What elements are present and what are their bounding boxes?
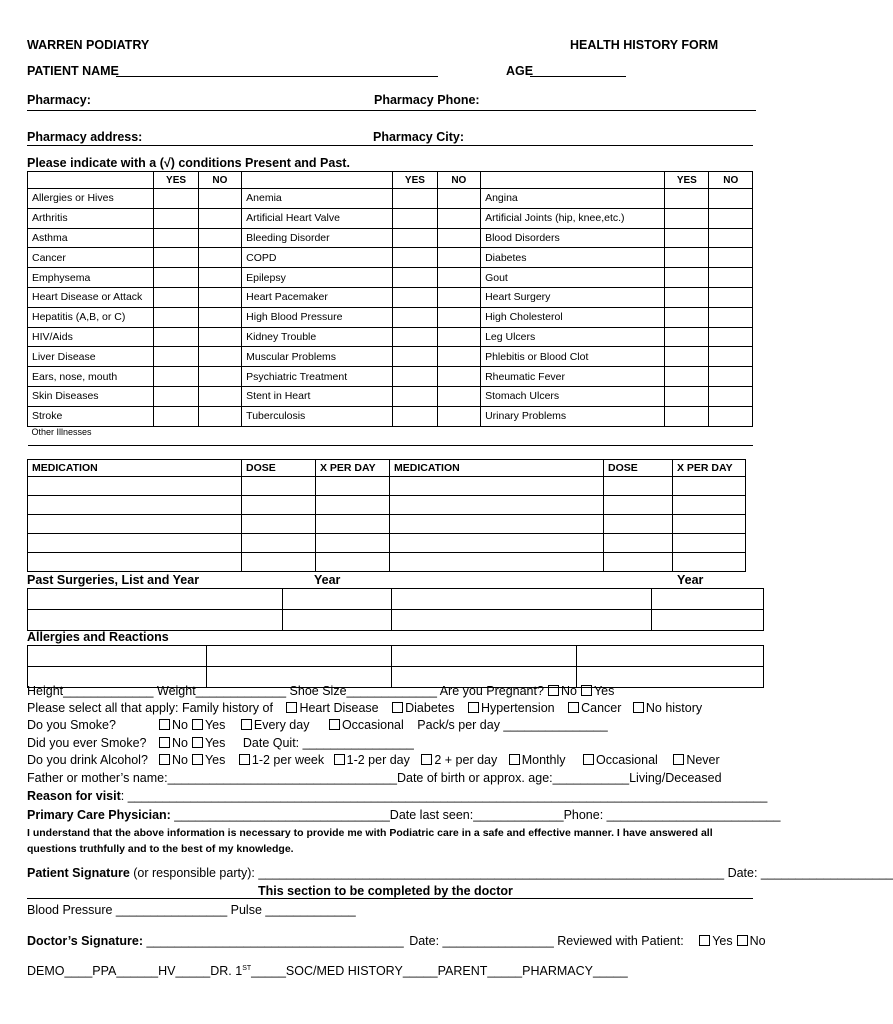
patient-name-label: PATIENT NAME	[27, 64, 119, 78]
condition-label: Bleeding Disorder	[242, 228, 393, 248]
pregnant-no-checkbox[interactable]	[548, 685, 559, 696]
yes-label: Yes	[593, 684, 615, 698]
surgeries-label: Past Surgeries, List and Year	[27, 573, 200, 587]
other-illnesses[interactable]: Other Illnesses	[28, 426, 753, 445]
no-header: NO	[437, 172, 481, 189]
alcohol-yes-checkbox[interactable]	[192, 754, 203, 765]
heart-disease-checkbox[interactable]	[286, 702, 297, 713]
medication-header: MEDICATION	[28, 460, 242, 477]
footer-text: DEMO____PPA______HV_____DR. 1	[27, 964, 243, 978]
pharmacy-label: Pharmacy:	[27, 93, 91, 107]
condition-label: Arthritis	[28, 208, 154, 228]
condition-yes-cell[interactable]	[154, 347, 198, 367]
patient-name-field[interactable]	[116, 76, 438, 77]
condition-yes-cell[interactable]	[393, 208, 437, 228]
medication-cell[interactable]	[28, 553, 242, 572]
surgery-cell[interactable]	[28, 610, 283, 631]
ever-smoke-yes-checkbox[interactable]	[192, 737, 203, 748]
pregnant-yes-checkbox[interactable]	[581, 685, 592, 696]
surgery-year-label: Year	[314, 573, 341, 587]
condition-no-cell[interactable]	[198, 367, 242, 387]
dose-cell[interactable]	[242, 534, 316, 553]
medication-row	[28, 553, 746, 572]
condition-no-cell[interactable]	[437, 367, 481, 387]
condition-label: Heart Surgery	[481, 287, 665, 307]
condition-label: Epilepsy	[242, 268, 393, 288]
yes-label: Yes	[204, 736, 226, 750]
surgery-year-cell[interactable]	[652, 610, 764, 631]
alcohol-line	[27, 753, 720, 767]
medication-cell[interactable]	[390, 477, 604, 496]
condition-label: Asthma	[28, 228, 154, 248]
condition-label: Tuberculosis	[242, 406, 393, 426]
doctor-section-heading: This section to be completed by the doctor	[258, 884, 513, 898]
condition-label: Hepatitis (A,B, or C)	[28, 307, 154, 327]
yes-header: YES	[393, 172, 437, 189]
condition-yes-cell[interactable]	[665, 307, 709, 327]
condition-no-cell[interactable]	[709, 386, 753, 406]
date-quit-field[interactable]: Date Quit: ________________	[242, 736, 414, 750]
condition-label: Gout	[481, 268, 665, 288]
allergy-cell[interactable]	[577, 646, 764, 667]
office-use-footer	[27, 964, 628, 978]
medication-table	[27, 459, 746, 572]
medication-cell[interactable]	[28, 534, 242, 553]
height-field[interactable]: Height_____________	[27, 684, 154, 698]
pcp-line	[27, 808, 780, 822]
condition-label: Diabetes	[481, 248, 665, 268]
per-day-cell[interactable]	[673, 477, 746, 496]
no-label: No	[560, 684, 577, 698]
condition-row	[28, 367, 753, 387]
condition-yes-cell[interactable]	[393, 327, 437, 347]
condition-yes-cell[interactable]	[665, 287, 709, 307]
condition-row	[28, 268, 753, 288]
condition-no-cell[interactable]	[437, 307, 481, 327]
condition-no-cell[interactable]	[198, 208, 242, 228]
per-day-header: X PER DAY	[673, 460, 746, 477]
surgery-year-label: Year	[677, 573, 704, 587]
condition-yes-cell[interactable]	[393, 386, 437, 406]
dose-cell[interactable]	[604, 515, 673, 534]
condition-label: High Blood Pressure	[242, 307, 393, 327]
family-history-label: Please select all that apply: Family history of	[27, 701, 273, 715]
condition-label: Psychiatric Treatment	[242, 367, 393, 387]
surgeries-table	[27, 588, 764, 631]
medication-cell[interactable]	[28, 515, 242, 534]
every-day-label: Every day	[253, 718, 310, 732]
condition-yes-cell[interactable]	[154, 287, 198, 307]
pharmacy-phone-label: Pharmacy Phone:	[374, 93, 480, 107]
condition-yes-cell[interactable]	[393, 189, 437, 209]
two-plus-day-checkbox[interactable]	[421, 754, 432, 765]
divider	[27, 898, 753, 899]
measurements-line	[27, 684, 614, 698]
condition-yes-cell[interactable]	[154, 189, 198, 209]
condition-no-cell[interactable]	[709, 208, 753, 228]
allergies-label: Allergies and Reactions	[27, 630, 169, 644]
no-label: No	[749, 934, 766, 948]
per-day-cell[interactable]	[673, 515, 746, 534]
condition-no-cell[interactable]	[198, 307, 242, 327]
condition-label: Stroke	[28, 406, 154, 426]
no-header: NO	[198, 172, 242, 189]
condition-no-cell[interactable]	[437, 347, 481, 367]
condition-label: Phlebitis or Blood Clot	[481, 347, 665, 367]
no-header: NO	[709, 172, 753, 189]
never-checkbox[interactable]	[673, 754, 684, 765]
condition-no-cell[interactable]	[709, 327, 753, 347]
weight-field[interactable]: Weight_____________	[157, 684, 287, 698]
form-title: HEALTH HISTORY FORM	[570, 38, 719, 52]
reason-field[interactable]: : ____________________________________________________________________________________________	[120, 789, 768, 803]
doctor-date-field[interactable]: Date: ________________ Reviewed with Patient:	[409, 934, 684, 948]
diabetes-label: Diabetes	[405, 701, 455, 715]
medication-cell[interactable]	[28, 477, 242, 496]
condition-label: Skin Diseases	[28, 386, 154, 406]
doctor-signature-field[interactable]: _____________________________________	[143, 934, 404, 948]
condition-label: Heart Disease or Attack	[28, 287, 154, 307]
medication-cell[interactable]	[390, 553, 604, 572]
condition-no-cell[interactable]	[198, 406, 242, 426]
medication-row	[28, 496, 746, 515]
dose-cell[interactable]	[242, 515, 316, 534]
doctor-signature-label: Doctor’s Signature:	[27, 934, 143, 948]
per-day-cell[interactable]	[673, 553, 746, 572]
condition-yes-cell[interactable]	[393, 347, 437, 367]
condition-yes-cell[interactable]	[665, 327, 709, 347]
surgery-cell[interactable]	[392, 589, 652, 610]
dose-header: DOSE	[242, 460, 316, 477]
condition-yes-cell[interactable]	[665, 208, 709, 228]
no-label: No	[172, 753, 188, 767]
dose-header: DOSE	[604, 460, 673, 477]
reason-line[interactable]	[27, 789, 767, 803]
condition-label: Leg Ulcers	[481, 327, 665, 347]
allergies-table	[27, 645, 764, 688]
condition-no-cell[interactable]	[709, 406, 753, 426]
condition-label: Stent in Heart	[242, 386, 393, 406]
pregnant-label: Are you Pregnant?	[439, 684, 544, 698]
condition-label: Anemia	[242, 189, 393, 209]
occasional-label: Occasional	[341, 718, 404, 732]
condition-yes-cell[interactable]	[154, 248, 198, 268]
smoke-line	[27, 718, 608, 732]
parent-name-field[interactable]: Father or mother’s name:_________________________________Date of birth or approx. age:___________Living/Deceased	[27, 771, 722, 785]
one-two-day-label: 1-2 per day	[346, 753, 410, 767]
one-two-day-checkbox[interactable]	[334, 754, 345, 765]
condition-no-cell[interactable]	[437, 248, 481, 268]
pharmacy-address-label: Pharmacy address:	[27, 130, 143, 144]
surgery-year-cell[interactable]	[283, 589, 392, 610]
occasional-checkbox[interactable]	[329, 719, 340, 730]
reviewed-no-checkbox[interactable]	[737, 935, 748, 946]
condition-no-cell[interactable]	[437, 327, 481, 347]
condition-no-cell[interactable]	[198, 287, 242, 307]
condition-yes-cell[interactable]	[154, 327, 198, 347]
occasional-label: Occasional	[595, 753, 658, 767]
condition-yes-cell[interactable]	[393, 228, 437, 248]
condition-no-cell[interactable]	[437, 228, 481, 248]
ever-smoke-line	[27, 736, 414, 750]
medication-row	[28, 534, 746, 553]
no-history-checkbox[interactable]	[633, 702, 644, 713]
condition-row	[28, 327, 753, 347]
reviewed-yes-checkbox[interactable]	[699, 935, 710, 946]
allergy-cell[interactable]	[392, 646, 577, 667]
yes-label: Yes	[204, 753, 226, 767]
condition-no-cell[interactable]	[198, 327, 242, 347]
one-two-week-checkbox[interactable]	[239, 754, 250, 765]
condition-row	[28, 228, 753, 248]
condition-no-cell[interactable]	[198, 248, 242, 268]
conditions-table	[27, 171, 753, 446]
condition-no-cell[interactable]	[437, 386, 481, 406]
condition-label: Allergies or Hives	[28, 189, 154, 209]
pharmacy-field[interactable]	[27, 110, 756, 111]
condition-label: Artificial Joints (hip, knee,etc.)	[481, 208, 665, 228]
condition-yes-cell[interactable]	[665, 228, 709, 248]
footer-superscript: ST	[242, 964, 252, 972]
ever-smoke-label: Did you ever Smoke?	[27, 736, 147, 750]
condition-row	[28, 189, 753, 209]
family-history-line	[27, 701, 702, 715]
dose-cell[interactable]	[604, 553, 673, 572]
yes-label: Yes	[204, 718, 226, 732]
pharmacy-address-field[interactable]	[27, 145, 753, 146]
per-day-cell[interactable]	[316, 477, 390, 496]
hypertension-label: Hypertension	[480, 701, 555, 715]
medication-cell[interactable]	[390, 496, 604, 515]
condition-no-cell[interactable]	[198, 228, 242, 248]
age-field[interactable]	[530, 76, 626, 77]
condition-label: Artificial Heart Valve	[242, 208, 393, 228]
cancer-label: Cancer	[581, 701, 622, 715]
age-label: AGE	[506, 64, 534, 78]
condition-label: Heart Pacemaker	[242, 287, 393, 307]
hypertension-checkbox[interactable]	[468, 702, 479, 713]
medication-row	[28, 477, 746, 496]
condition-no-cell[interactable]	[709, 268, 753, 288]
consent-statement: I understand that the above information is necessary to provide me with Podiatric care in a safe and effective manner. I have answered all questions truthfully and to the best of my knowledge.	[27, 827, 713, 855]
blood-pressure-pulse-field[interactable]: Blood Pressure ________________ Pulse _____________	[27, 903, 356, 917]
condition-yes-cell[interactable]	[665, 248, 709, 268]
surgery-cell[interactable]	[28, 589, 283, 610]
condition-yes-cell[interactable]	[154, 386, 198, 406]
condition-yes-cell[interactable]	[393, 268, 437, 288]
pcp-label: Primary Care Physician:	[27, 808, 171, 822]
yes-header: YES	[154, 172, 198, 189]
condition-row	[28, 287, 753, 307]
condition-no-cell[interactable]	[709, 287, 753, 307]
condition-yes-cell[interactable]	[665, 386, 709, 406]
condition-yes-cell[interactable]	[393, 367, 437, 387]
condition-label: Stomach Ulcers	[481, 386, 665, 406]
monthly-checkbox[interactable]	[509, 754, 520, 765]
diabetes-checkbox[interactable]	[392, 702, 403, 713]
condition-label: Ears, nose, mouth	[28, 367, 154, 387]
practice-name: WARREN PODIATRY	[27, 38, 150, 52]
condition-no-cell[interactable]	[437, 268, 481, 288]
condition-no-cell[interactable]	[709, 367, 753, 387]
condition-yes-cell[interactable]	[665, 406, 709, 426]
condition-no-cell[interactable]	[709, 347, 753, 367]
condition-label: Liver Disease	[28, 347, 154, 367]
smoke-label: Do you Smoke?	[27, 718, 116, 732]
per-day-header: X PER DAY	[316, 460, 390, 477]
dose-cell[interactable]	[242, 496, 316, 515]
dose-cell[interactable]	[242, 553, 316, 572]
condition-yes-cell[interactable]	[154, 268, 198, 288]
condition-no-cell[interactable]	[709, 189, 753, 209]
conditions-instruction: Please indicate with a (√) conditions Present and Past.	[27, 156, 350, 170]
condition-row	[28, 208, 753, 228]
per-day-cell[interactable]	[316, 515, 390, 534]
condition-yes-cell[interactable]	[154, 406, 198, 426]
ever-smoke-no-checkbox[interactable]	[159, 737, 170, 748]
smoke-no-checkbox[interactable]	[159, 719, 170, 730]
condition-label: High Cholesterol	[481, 307, 665, 327]
allergy-cell[interactable]	[207, 646, 392, 667]
condition-label: Emphysema	[28, 268, 154, 288]
condition-label: Cancer	[28, 248, 154, 268]
condition-row	[28, 406, 753, 426]
smoke-yes-checkbox[interactable]	[192, 719, 203, 730]
footer-text: _____SOC/MED HISTORY_____PARENT_____PHARMACY_____	[251, 964, 628, 978]
monthly-label: Monthly	[521, 753, 566, 767]
surgery-year-cell[interactable]	[652, 589, 764, 610]
no-label: No	[172, 718, 188, 732]
dose-cell[interactable]	[604, 496, 673, 515]
yes-label: Yes	[712, 934, 733, 948]
no-history-label: No history	[645, 701, 703, 715]
surgery-year-cell[interactable]	[283, 610, 392, 631]
medication-row	[28, 515, 746, 534]
alcohol-no-checkbox[interactable]	[159, 754, 170, 765]
dose-cell[interactable]	[604, 477, 673, 496]
reason-label: Reason for visit	[27, 789, 121, 803]
condition-label: COPD	[242, 248, 393, 268]
condition-label: Angina	[481, 189, 665, 209]
allergy-cell[interactable]	[28, 646, 207, 667]
condition-label: Muscular Problems	[242, 347, 393, 367]
condition-yes-cell[interactable]	[154, 208, 198, 228]
pharmacy-city-label: Pharmacy City:	[373, 130, 465, 144]
per-day-cell[interactable]	[316, 496, 390, 515]
condition-no-cell[interactable]	[437, 406, 481, 426]
condition-no-cell[interactable]	[709, 307, 753, 327]
condition-yes-cell[interactable]	[154, 228, 198, 248]
per-day-cell[interactable]	[316, 534, 390, 553]
per-day-cell[interactable]	[673, 496, 746, 515]
dose-cell[interactable]	[242, 477, 316, 496]
condition-yes-cell[interactable]	[665, 189, 709, 209]
condition-yes-cell[interactable]	[393, 406, 437, 426]
condition-yes-cell[interactable]	[665, 367, 709, 387]
condition-row	[28, 347, 753, 367]
condition-yes-cell[interactable]	[393, 307, 437, 327]
condition-yes-cell[interactable]	[393, 248, 437, 268]
condition-yes-cell[interactable]	[154, 367, 198, 387]
condition-yes-cell[interactable]	[665, 268, 709, 288]
doctor-signature-line	[27, 934, 766, 948]
surgery-cell[interactable]	[392, 610, 652, 631]
condition-row	[28, 307, 753, 327]
condition-label: Urinary Problems	[481, 406, 665, 426]
per-day-cell[interactable]	[673, 534, 746, 553]
one-two-week-label: 1-2 per week	[251, 753, 325, 767]
condition-no-cell[interactable]	[437, 287, 481, 307]
patient-signature-line	[27, 866, 893, 880]
shoe-size-field[interactable]: Shoe Size_____________	[289, 684, 437, 698]
occasional-alcohol-checkbox[interactable]	[583, 754, 594, 765]
pcp-field[interactable]: _______________________________Date last seen:_____________Phone: _________________________	[170, 808, 781, 822]
condition-no-cell[interactable]	[198, 347, 242, 367]
condition-no-cell[interactable]	[198, 189, 242, 209]
condition-no-cell[interactable]	[709, 228, 753, 248]
two-plus-day-label: 2 + per day	[434, 753, 498, 767]
condition-no-cell[interactable]	[198, 268, 242, 288]
condition-row	[28, 248, 753, 268]
condition-no-cell[interactable]	[437, 208, 481, 228]
heart-disease-label: Heart Disease	[299, 701, 379, 715]
no-label: No	[172, 736, 188, 750]
condition-no-cell[interactable]	[437, 189, 481, 209]
medication-cell[interactable]	[28, 496, 242, 515]
condition-yes-cell[interactable]	[665, 347, 709, 367]
condition-label: Blood Disorders	[481, 228, 665, 248]
patient-signature-label: Patient Signature	[27, 866, 130, 880]
condition-row	[28, 386, 753, 406]
medication-header: MEDICATION	[390, 460, 604, 477]
yes-header: YES	[665, 172, 709, 189]
every-day-checkbox[interactable]	[241, 719, 252, 730]
dose-cell[interactable]	[604, 534, 673, 553]
condition-no-cell[interactable]	[709, 248, 753, 268]
cancer-checkbox[interactable]	[568, 702, 579, 713]
condition-yes-cell[interactable]	[393, 287, 437, 307]
patient-signature-field[interactable]: (or responsible party): ___________________________________________________________________ Date: ___________________	[129, 866, 893, 880]
medication-cell[interactable]	[390, 515, 604, 534]
condition-no-cell[interactable]	[198, 386, 242, 406]
packs-per-day-field[interactable]: Pack/s per day _______________	[417, 718, 608, 732]
condition-yes-cell[interactable]	[154, 307, 198, 327]
per-day-cell[interactable]	[316, 553, 390, 572]
alcohol-label: Do you drink Alcohol?	[27, 753, 148, 767]
condition-label: HIV/Aids	[28, 327, 154, 347]
condition-label: Kidney Trouble	[242, 327, 393, 347]
medication-cell[interactable]	[390, 534, 604, 553]
never-label: Never	[686, 753, 720, 767]
condition-label: Rheumatic Fever	[481, 367, 665, 387]
